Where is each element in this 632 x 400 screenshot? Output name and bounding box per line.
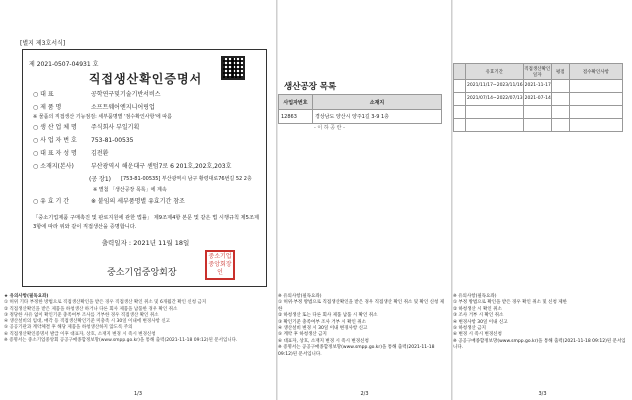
certificate-title: 직접생산확인증명서 [88, 72, 203, 86]
issuing-organization: 중소기업중앙회장 [107, 268, 177, 278]
certificate-page-1 [0, 0, 277, 400]
field-row: ○ 대 표 공학연구및기술기반서비스 [33, 91, 161, 98]
validity-table [453, 63, 623, 132]
table-header-row: 유효기간 직접생산확인일자 평점 점수확인사항 [454, 64, 623, 80]
sub-note: ※ 물품의 직접생산 기능점검: 세부품명별 '점수확인사항'에 따름 [33, 114, 172, 120]
field-row: ○ 생 산 업 체 명 주식회사 부일기획 [33, 124, 140, 131]
form-number: [별지 제3호서식] [20, 40, 66, 47]
field-row: ○ 사 업 자 번 호 753-81-00535 [33, 137, 134, 144]
table-header-row: 사업자번호 소재지 [279, 95, 442, 110]
legal-note: 「중소기업제품 구매촉진 및 판로지원에 관한 법률」 제9조제4항 본문 및 같은 법 시행규칙 제5조제3항에 따라 위와 같이 직접생산을 증명합니다. [33, 215, 259, 230]
certificate-fields [33, 88, 263, 208]
field-row: ○ 소재지(본사) 부산광역시 해운대구 센텀7로 6 201호,202호,203호 [33, 163, 232, 170]
table-row [454, 106, 623, 119]
issue-date: 출력일자 : 2021년 11월 18일 [101, 239, 190, 247]
table-row [454, 119, 623, 132]
page-number: 2/3 [360, 391, 369, 397]
product-list-page-3 [453, 0, 632, 400]
page-title: 생산공장 목록 [284, 82, 337, 92]
footer-notes: ※ 유의사항(필독요좌) ① 허위·부정 방법으로 직접생산확인을 받은 경우 직접생산 확인 취소 및 확인 신청 제한 ② 하청생산 또는 다른 회사 제품 납품 시 확인 취소 ③ 확인기준 충족여부 조사 거부 시 확인 취소 ④ 생산설비 변경 시 30일 이내 변경사항 신고 ⑤ 계약 후 하청생산 금지 ⑥ 대표자, 상호, 소재지 변경 시 즉시 변경신청 ※ 증명서는 공공구매종합정보망(www.smpp.go.kr)을 통해 출력(2021-11-18 09:12)된 문서입니다. [278, 294, 445, 357]
factory-list-page-2 [278, 0, 452, 400]
end-of-list: - 이 하 공 란 - [314, 125, 345, 131]
page-number: 1/3 [133, 391, 143, 397]
table-row: 2021/07/14~2022/07/13 2021-07-14 [454, 93, 623, 106]
field-row: ○ 대 표 자 성 명 김전환 [33, 150, 109, 157]
validity-row: ○ 유 효 기 간 ※ 붙임의 세부품명별 유효기간 참조 [33, 198, 185, 205]
factory-row: (공 장1) [753-81-00535] 부산광역시 남구 황령대로76번길 52 2층 [89, 176, 252, 183]
factory-table [278, 94, 442, 124]
table-row: 12863 경상남도 양산시 양주1길 3-9 1층 [279, 110, 442, 124]
official-seal-icon: 중소기업중앙회장인 [205, 250, 235, 280]
certificate-box [22, 49, 267, 287]
page-number: 3/3 [538, 391, 547, 397]
footer-notes: ★ 유의사항(필독요좌) ① 허위 기타 부정한 방법으로 직접생산확인을 받은 경우 직접생산 확인 취소 및 6개월간 확인 신청 금지 ② 직접생산확인을 받은 제품을 하청생산 하거나 다른 회사 제품을 납품한 경우 확인 취소 ③ 정당한 사유 없이 확인기준 충족여부 조사를 거부한 경우 직접생산 확인 취소 ④ 생산설비의 임대, 매각 등 직접생산확인기준 미충족 시 30일 이내에 변경사항 신고 ⑤ 공공기관과 계약체결 후 해당 제품을 하청생산하지 않도록 주의 ⑥ 직접생산확인증명서 발급 이후 대표자, 상호, 소재지 변경 시 즉시 변경신청 ※ 증명서는 중소기업중앙회 공공구매종합정보망(www.smpp.go.kr)을 통해 출력(2021-11-18 09:12)된 문서입니다. [4, 294, 238, 344]
table-row: 2021/11/17~2023/11/16 2021-11-17 [454, 80, 623, 93]
field-row: ○ 제 품 명 소프트웨어엔지니어링업 [33, 104, 155, 111]
footer-notes: ※ 유의사항(필독요좌) ① 부정 방법으로 확인을 받은 경우 확인 취소 및 신청 제한 ② 하청생산 시 확인 취소 ③ 조사 거부 시 확인 취소 ④ 변경사항 30일 이내 신고 ⑤ 하청생산 금지 ⑥ 변경 시 즉시 변경신청 ※ 공공구매종합정보망(www.smpp.go.kr)을 통해 출력(2021-11-18 09:12)된 문서입니다. [453, 294, 626, 351]
certificate-number: 제 2021-0507-04931 호 [29, 61, 99, 68]
annex-note: ※ 별첨 「생산공장 목록」에 계속 [93, 187, 167, 193]
